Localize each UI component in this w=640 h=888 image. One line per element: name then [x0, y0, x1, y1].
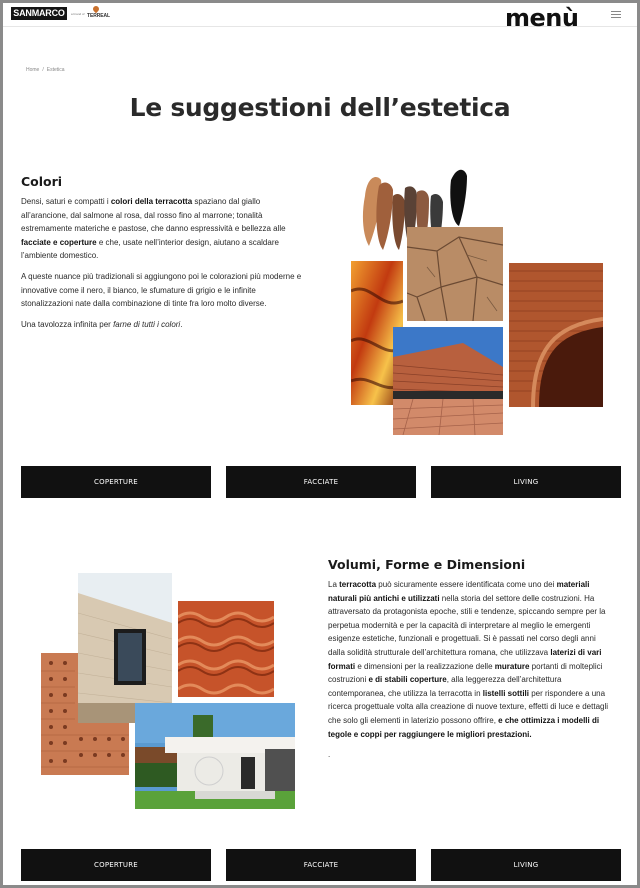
colori-paragraph-3: [21, 318, 309, 332]
volumi-button-living[interactable]: LIVING: [431, 849, 621, 881]
emphasis-text: facciate e coperture: [21, 237, 97, 247]
hamburger-icon[interactable]: [611, 11, 621, 19]
brick-arch-image: [509, 263, 603, 407]
breadcrumb-separator: /: [42, 67, 44, 73]
emphasis-text: laterizi di vari formati: [328, 647, 602, 671]
menu-label[interactable]: menù: [505, 4, 579, 32]
colori-paragraph-1: [21, 195, 309, 263]
body-text: nella storia del settore delle costruzioni. Ha attraversato da protagonista epoche, stili e tendenze, spiccando sempre per la perpetua modernità e per la capacità di interpretare al meglio le emergenti esigenze estetiche, funzionali e progettuali. Si è passati nel corso degli anni dalla solidità strutturale dell’architettura romana, che utilizzava: [328, 593, 606, 657]
body-text: , alla leggerezza dell’architettura contemporanea, che utilizza la terracotta in: [328, 675, 562, 698]
volumi-button-coperture[interactable]: COPERTURE: [21, 849, 211, 881]
emphasis-text: colori della terracotta: [110, 197, 193, 206]
page: [3, 3, 637, 885]
modern-brick-house-image: [78, 573, 172, 723]
colori-p3-italic: farne di tutti i colori: [113, 319, 181, 329]
colori-title: Colori: [21, 174, 63, 189]
body-text: La: [328, 580, 340, 589]
roof-tiles-image: [178, 601, 274, 697]
volumi-title: Volumi, Forme e Dimensioni: [328, 557, 526, 572]
colori-button-coperture[interactable]: COPERTURE: [21, 466, 211, 498]
cracked-earth-image: [407, 227, 503, 321]
emphasis-text: e che ottimizza i modelli di tegole e coppi per raggiungere le migliori prestazioni.: [328, 715, 600, 739]
page-title: Le suggestioni dell’estetica: [129, 93, 511, 122]
terreal-wordmark: TERREAL: [87, 13, 110, 19]
volumi-paragraph: [328, 578, 614, 741]
body-text: può sicuramente essere identificata come uno dei: [376, 580, 557, 589]
breadcrumb-current: Estetica: [46, 67, 65, 73]
volumi-text: [328, 578, 614, 769]
breadcrumb: [26, 67, 68, 73]
body-text: per rispondere a una ricerca progettuale volta alla creazione di nuove texture, effetti di luce e dettagli che solo gli elementi in laterizio possono offrire,: [328, 688, 609, 725]
emphasis-text: murature: [494, 661, 530, 671]
flame-icon: [92, 5, 100, 13]
white-villa-image: [135, 703, 295, 809]
body-text: e che, usate nell’interior design, aiutano a scaldare l’ambiente domestico.: [21, 237, 279, 261]
emphasis-text: terracotta: [339, 580, 377, 589]
body-text: e dimensioni per la realizzazione delle: [355, 661, 495, 671]
body-text: portanti di molteplici costruzioni: [328, 661, 603, 685]
logo-sub-text: a brand of: [71, 12, 85, 16]
colori-text: [21, 195, 309, 338]
sanmarco-logo[interactable]: SANMARCO: [11, 7, 67, 20]
brick-building-image: [393, 327, 503, 435]
body-text: spaziano dal giallo all’arancione, dal salmone al rosa, dal rosso fino al marrone; tonalità estremamente materiche e pastose, che danno espressività e bellezza alle: [21, 197, 286, 234]
colori-paragraph-2: A queste nuance più tradizionali si aggiungono poi le colorazioni più moderne e innovative come il nero, il bianco, le sfumature di grigio e le infinite stonalizzazioni nate dalla combinazione di tinte fra loro molto diverse.: [21, 271, 302, 309]
terreal-logo[interactable]: [87, 6, 110, 20]
colori-p3-prefix: Una tavolozza infinita per: [21, 319, 114, 329]
site-header: [3, 3, 637, 32]
volumi-trailing: .: [328, 750, 331, 760]
emphasis-text: materiali naturali più antichi e utilizzati: [328, 580, 590, 603]
volumi-button-facciate[interactable]: FACCIATE: [226, 849, 416, 881]
colori-p3-suffix: .: [180, 319, 183, 329]
colori-button-facciate[interactable]: FACCIATE: [226, 466, 416, 498]
body-text: Densi, saturi e compatti i: [21, 197, 111, 206]
emphasis-text: e di stabili coperture: [368, 675, 447, 685]
emphasis-text: listelli sottili: [482, 688, 529, 698]
colori-button-living[interactable]: LIVING: [431, 466, 621, 498]
breadcrumb-home[interactable]: Home: [26, 67, 40, 73]
